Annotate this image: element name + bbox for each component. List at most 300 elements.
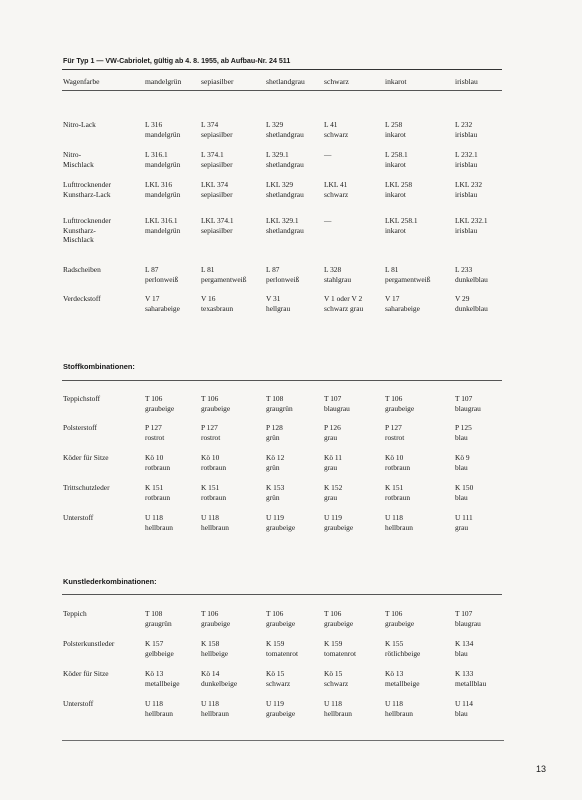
cell-color: shetlandgrau (266, 189, 304, 199)
row-label (63, 150, 94, 169)
cell-code: U 118 (145, 699, 163, 708)
cell-color: blaugrau (324, 403, 350, 413)
table-cell (145, 669, 179, 688)
cell-code: V 17 (385, 294, 400, 303)
row-label-line: Nitro-Lack (63, 120, 96, 129)
cell-code: Kö 11 (324, 453, 342, 462)
rule-bottom (62, 740, 504, 741)
cell-code: U 119 (266, 513, 284, 522)
cell-color: shetlandgrau (266, 129, 304, 139)
cell-color: irisblau (455, 189, 478, 199)
cell-code: U 118 (201, 699, 219, 708)
cell-code: LKL 329 (266, 180, 294, 189)
cell-color: blau (455, 492, 468, 502)
cell-code: T 108 (266, 394, 284, 403)
row-label-line: Radscheiben (63, 265, 101, 274)
table-cell (201, 699, 229, 718)
cell-code: L 316 (145, 120, 163, 129)
table-cell (385, 394, 414, 413)
cell-code: L 87 (145, 265, 159, 274)
cell-code: K 134 (455, 639, 474, 648)
table-cell (455, 609, 481, 628)
cell-code: K 151 (201, 483, 220, 492)
cell-code: Kö 10 (145, 453, 164, 462)
row-label-line: Lufttrocknender (63, 180, 112, 189)
table-cell (201, 216, 234, 235)
table-cell (385, 513, 413, 532)
table-cell (324, 669, 348, 688)
cell-code: T 106 (201, 609, 219, 618)
row-label (63, 423, 97, 433)
table-cell (385, 180, 412, 199)
row-label (63, 669, 109, 679)
cell-code: L 258.1 (385, 150, 408, 159)
cell-color: blaugrau (455, 403, 481, 413)
row-label (63, 180, 111, 199)
table-cell (145, 423, 164, 442)
cell-code: Kö 15 (266, 669, 285, 678)
cell-code: P 125 (455, 423, 472, 432)
cell-color: rostrot (201, 432, 221, 442)
row-label-line: Lufttrocknender (63, 216, 112, 225)
cell-code: K 151 (145, 483, 164, 492)
cell-color: dunkelblau (455, 303, 488, 313)
table-cell (385, 423, 404, 442)
row-label (63, 394, 100, 404)
header-color-1: mandelgrün (145, 77, 182, 86)
row-label (63, 609, 87, 619)
cell-code: U 119 (324, 513, 342, 522)
cell-code: V 16 (201, 294, 216, 303)
cell-color: hellbraun (201, 708, 229, 718)
cell-color: rostrot (145, 432, 165, 442)
cell-code: L 81 (385, 265, 399, 274)
cell-code: U 118 (145, 513, 163, 522)
cell-code: L 328 (324, 265, 342, 274)
table-cell (455, 513, 473, 532)
cell-color: blau (455, 648, 468, 658)
cell-color: rotbraun (385, 492, 411, 502)
table-cell (324, 609, 353, 628)
cell-code: T 106 (324, 609, 342, 618)
cell-color: graubeige (266, 708, 296, 718)
table-cell (455, 394, 481, 413)
row-label-line: Köder für Sitze (63, 453, 109, 462)
table-cell (145, 394, 174, 413)
cell-color: hellgrau (266, 303, 291, 313)
cell-color: graubeige (385, 618, 415, 628)
cell-color: schwarz (324, 129, 349, 139)
row-label-line: Nitro- (63, 150, 82, 159)
table-cell (201, 294, 233, 313)
cell-code: V 1 oder V 2 (324, 294, 363, 303)
cell-color: dunkelbeige (201, 678, 238, 688)
cell-color: grün (266, 462, 280, 472)
table-cell (201, 120, 233, 139)
cell-color: mandelgrün (145, 225, 181, 235)
cell-color: graubeige (324, 618, 354, 628)
table-cell (324, 423, 341, 442)
cell-code: T 106 (385, 609, 403, 618)
table-cell (145, 120, 180, 139)
cell-code: P 127 (385, 423, 402, 432)
header-label: Wagenfarbe (63, 77, 100, 86)
cell-code: P 127 (201, 423, 218, 432)
cell-color: schwarz grau (324, 303, 364, 313)
cell-color: rotbraun (201, 462, 227, 472)
table-cell (266, 294, 290, 313)
cell-color: rotbraun (201, 492, 227, 502)
cell-code: LKL 374 (201, 180, 229, 189)
row-label-line: Verdeckstoff (63, 294, 101, 303)
cell-color: perlonweiß (266, 274, 300, 284)
cell-color: blau (455, 708, 468, 718)
table-cell (266, 150, 304, 169)
cell-code: T 107 (455, 394, 473, 403)
cell-code: P 127 (145, 423, 162, 432)
table-cell (201, 453, 226, 472)
cell-color: hellbraun (324, 708, 352, 718)
row-label (63, 699, 93, 709)
table-cell (145, 609, 172, 628)
cell-code: U 118 (201, 513, 219, 522)
table-cell (385, 120, 406, 139)
cell-code: LKL 258.1 (385, 216, 418, 225)
row-label-line: Teppich (63, 609, 87, 618)
table-cell (324, 120, 348, 139)
header-color-3: shetlandgrau (266, 77, 305, 86)
cell-color: grün (266, 432, 280, 442)
cell-code: U 118 (385, 513, 403, 522)
row-label-line: Polsterstoff (63, 423, 97, 432)
cell-code: LKL 329.1 (266, 216, 299, 225)
cell-code: T 106 (145, 394, 163, 403)
row-label-line: Unterstoff (63, 699, 94, 708)
cell-code: L 374.1 (201, 150, 224, 159)
cell-code: LKL 316 (145, 180, 173, 189)
cell-color: irisblau (455, 225, 478, 235)
cell-code: K 157 (145, 639, 164, 648)
cell-color: blaugrau (455, 618, 481, 628)
cell-color: metallblau (455, 678, 487, 688)
cell-color: hellbraun (201, 522, 229, 532)
table-cell (266, 394, 293, 413)
cell-code: U 118 (385, 699, 403, 708)
cell-color: graubeige (266, 522, 296, 532)
cell-code: K 133 (455, 669, 474, 678)
header-color-5: inkarot (385, 77, 407, 86)
table-cell (455, 699, 473, 718)
cell-code: U 111 (455, 513, 473, 522)
cell-code: K 153 (266, 483, 285, 492)
header-color-4: schwarz (324, 77, 349, 86)
cell-code: — (324, 150, 332, 159)
cell-code: K 151 (385, 483, 404, 492)
table-cell (145, 216, 180, 235)
row-label (63, 453, 109, 463)
cell-code: L 329.1 (266, 150, 289, 159)
table-cell (266, 639, 298, 658)
cell-code: Kö 12 (266, 453, 285, 462)
table-cell (324, 639, 356, 658)
table-cell (455, 150, 478, 169)
table-cell (385, 294, 420, 313)
table-cell (324, 513, 353, 532)
cell-color: hellbeige (201, 648, 229, 658)
cell-code: P 128 (266, 423, 283, 432)
cell-code: T 106 (385, 394, 403, 403)
table-cell (324, 265, 351, 284)
table-cell (201, 150, 233, 169)
table-cell (145, 294, 180, 313)
cell-color: sepiasilber (201, 189, 233, 199)
cell-color: inkarot (385, 189, 406, 199)
cell-code: P 126 (324, 423, 341, 432)
cell-code: L 233 (455, 265, 473, 274)
table-cell (201, 265, 246, 284)
table-cell (145, 265, 178, 284)
row-label (63, 120, 96, 130)
cell-code: L 232.1 (455, 150, 478, 159)
cell-color: dunkelblau (455, 274, 488, 284)
cell-color: metallbeige (145, 678, 180, 688)
cell-color: mandelgrün (145, 129, 181, 139)
cell-color: graubeige (385, 403, 415, 413)
table-cell (201, 513, 229, 532)
table-cell (145, 180, 180, 199)
row-label-line: Teppichstoff (63, 394, 101, 403)
table-cell (324, 394, 350, 413)
table-cell (455, 216, 488, 235)
cell-code: T 106 (266, 609, 284, 618)
cell-code: Kö 14 (201, 669, 220, 678)
table-cell (201, 423, 220, 442)
cell-code: T 107 (455, 609, 473, 618)
table-cell (455, 483, 473, 502)
cell-color: irisblau (455, 129, 478, 139)
header-color-2: sepiasilber (201, 77, 234, 86)
table-cell (201, 394, 230, 413)
row-label-line: Köder für Sitze (63, 669, 109, 678)
cell-code: L 232 (455, 120, 473, 129)
row-label-line: Trittschutzleder (63, 483, 110, 492)
row-label (63, 483, 110, 493)
table-cell (201, 669, 237, 688)
cell-code: L 374 (201, 120, 219, 129)
table-cell (455, 120, 477, 139)
table-cell (266, 453, 284, 472)
cell-color: graubeige (324, 522, 354, 532)
table-cell (324, 294, 363, 313)
table-cell (266, 609, 295, 628)
cell-color: stahlgrau (324, 274, 352, 284)
cell-color: rötlichbeige (385, 648, 421, 658)
table-cell (201, 639, 228, 658)
table-cell (455, 180, 482, 199)
cell-color: schwarz (324, 189, 349, 199)
cell-color: blau (455, 462, 468, 472)
table-cell (324, 180, 348, 199)
cell-color: tomatenrot (266, 648, 299, 658)
table-cell (266, 513, 295, 532)
table-cell (324, 483, 342, 502)
table-cell (385, 453, 410, 472)
row-label (63, 265, 101, 275)
cell-color: rotbraun (145, 462, 171, 472)
cell-code: Kö 9 (455, 453, 470, 462)
cell-color: pergamentweiß (385, 274, 431, 284)
cell-color: rotbraun (385, 462, 411, 472)
row-label (63, 294, 101, 304)
cell-color: metallbeige (385, 678, 420, 688)
cell-color: inkarot (385, 159, 406, 169)
row-label-line: Mischlack (63, 159, 94, 169)
table-cell (145, 699, 173, 718)
cell-color: pergamentweiß (201, 274, 247, 284)
cell-code: Kö 15 (324, 669, 343, 678)
header-color-6: irisblau (455, 77, 478, 86)
cell-code: Kö 13 (385, 669, 404, 678)
table-cell (385, 216, 418, 235)
table-cell (455, 423, 472, 442)
table-cell (266, 699, 295, 718)
cell-code: K 155 (385, 639, 404, 648)
row-label (63, 216, 111, 245)
cell-color: graugrün (266, 403, 293, 413)
cell-color: irisblau (455, 159, 478, 169)
cell-code: U 114 (455, 699, 473, 708)
cell-color: mandelgrün (145, 189, 181, 199)
table-cell (324, 699, 352, 718)
cell-code: Kö 13 (145, 669, 164, 678)
table-cell (455, 669, 486, 688)
row-label-line: Kunstharz-Lack (63, 189, 111, 199)
cell-code: V 31 (266, 294, 281, 303)
table-cell (266, 423, 283, 442)
table-cell (324, 453, 342, 472)
table-cell (145, 453, 170, 472)
cell-color: hellbraun (145, 522, 173, 532)
table-cell (385, 150, 408, 169)
cell-code: K 159 (266, 639, 285, 648)
cell-code: LKL 232 (455, 180, 483, 189)
cell-code: K 150 (455, 483, 474, 492)
cell-color: inkarot (385, 225, 406, 235)
cell-code: LKL 316.1 (145, 216, 178, 225)
cell-color: grau (455, 522, 469, 532)
cell-color: blau (455, 432, 468, 442)
table-cell (385, 669, 419, 688)
cell-code: K 158 (201, 639, 220, 648)
cell-color: saharabeige (385, 303, 420, 313)
table-cell (145, 150, 180, 169)
table-cell (201, 483, 226, 502)
cell-color: grün (266, 492, 280, 502)
table-cell (266, 180, 304, 199)
cell-code: Kö 10 (201, 453, 220, 462)
cell-color: sepiasilber (201, 159, 233, 169)
row-label (63, 513, 93, 523)
table-cell (266, 265, 299, 284)
cell-color: rotbraun (145, 492, 171, 502)
table-cell (455, 639, 473, 658)
cell-color: tomatenrot (324, 648, 357, 658)
cell-code: LKL 232.1 (455, 216, 488, 225)
table-cell (455, 453, 470, 472)
cell-color: hellbraun (385, 708, 413, 718)
table-cell (145, 639, 174, 658)
cell-code: K 152 (324, 483, 343, 492)
cell-color: schwarz (324, 678, 349, 688)
rule-top (62, 69, 502, 70)
cell-code: L 41 (324, 120, 338, 129)
cell-color: graubeige (266, 618, 296, 628)
row-label (63, 639, 114, 649)
table-cell (266, 120, 304, 139)
cell-color: sepiasilber (201, 129, 233, 139)
cell-color: graubeige (201, 403, 231, 413)
cell-code: T 106 (201, 394, 219, 403)
section-heading-stoff: Stoffkombinationen: (63, 362, 135, 371)
table-cell (455, 294, 488, 313)
cell-code: LKL 41 (324, 180, 348, 189)
table-cell (201, 609, 230, 628)
page-number: 13 (536, 764, 547, 774)
cell-code: L 316.1 (145, 150, 168, 159)
cell-color: perlonweiß (145, 274, 179, 284)
table-cell (385, 639, 420, 658)
cell-color: grau (324, 492, 338, 502)
table-cell (266, 216, 304, 235)
table-cell (324, 216, 331, 226)
table-cell (385, 265, 430, 284)
cell-color: grau (324, 462, 338, 472)
cell-code: — (324, 216, 332, 225)
cell-code: LKL 374.1 (201, 216, 234, 225)
table-cell (266, 669, 290, 688)
cell-color: schwarz (266, 678, 291, 688)
cell-color: saharabeige (145, 303, 180, 313)
cell-color: graubeige (201, 618, 231, 628)
cell-code: L 258 (385, 120, 403, 129)
cell-color: hellbraun (145, 708, 173, 718)
row-label-line: Unterstoff (63, 513, 94, 522)
cell-code: U 118 (324, 699, 342, 708)
table-cell (145, 513, 173, 532)
table-cell (385, 699, 413, 718)
cell-color: sepiasilber (201, 225, 233, 235)
row-label-line: Polsterkunstleder (63, 639, 115, 648)
table-cell (201, 180, 233, 199)
rule-kunstleder (62, 594, 502, 595)
cell-code: K 159 (324, 639, 343, 648)
table-cell (266, 483, 284, 502)
cell-color: shetlandgrau (266, 225, 304, 235)
cell-color: grau (324, 432, 338, 442)
cell-color: hellbraun (385, 522, 413, 532)
cell-code: V 29 (455, 294, 470, 303)
table-cell (385, 609, 414, 628)
cell-code: Kö 10 (385, 453, 404, 462)
table-cell (145, 483, 170, 502)
row-label-line: Mischlack (63, 235, 94, 245)
rule-header (62, 90, 502, 91)
table-cell (455, 265, 488, 284)
cell-color: texasbraun (201, 303, 234, 313)
row-label-line: Kunstharz- (63, 225, 96, 235)
cell-code: U 119 (266, 699, 284, 708)
cell-code: T 108 (145, 609, 163, 618)
